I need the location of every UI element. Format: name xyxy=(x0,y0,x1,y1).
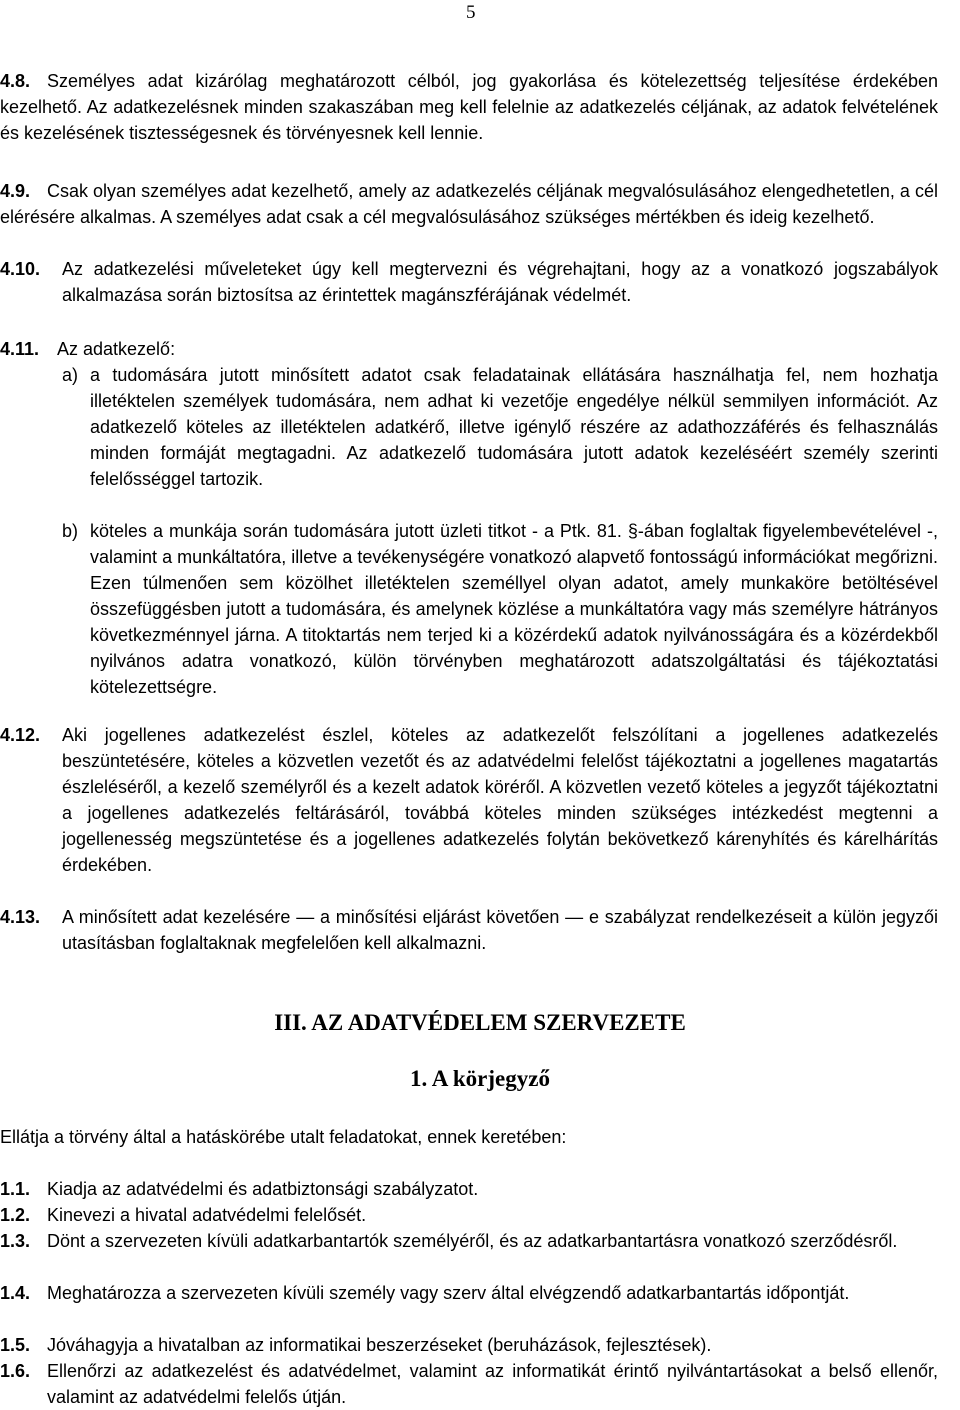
subitem-b xyxy=(62,518,938,700)
paragraph-text: Aki jogellenes adatkezelést észlel, köteles az adatkezelőt felszólítani a jogellenes adatkezelés beszüntetésére, köteles a közvetlen vezetőt és az adatvédelmi felelőst tájékoztatni a jogellenes magatartás észleléséről, a kezelő személyről és a kezelt adatok köréről. A közvetlen vezető köteles a jegyzőt tájékoztatni a jogellenes adatkezelés feltárásáról, továbbá köteles minden szükséges intézkedést megtenni a jogellenesség megszüntetése és a jogellenes adatkezelés folytán bekövetkező kárenyhítés és kárelhárítás érdekében. xyxy=(62,725,938,875)
subitem-label: b) xyxy=(62,521,79,541)
section-title: III. AZ ADATVÉDELEM SZERVEZETE xyxy=(274,1010,686,1035)
paragraph-text: Személyes adat kizárólag meghatározott célból, jog gyakorlása és kötelezettség teljesítése érdekében kezelhető. Az adatkezelésnek minden szakaszában meg kell felelnie az adatkezelés céljának, az adatok felvételének és kezelésének tisztességesnek és törvényesnek kell lennie. xyxy=(0,71,938,143)
subitem-text: köteles a munkája során tudomására jutott üzleti titkot - a Ptk. 81. §-ában foglaltak figyelembevételével -, valamint a munkáltatóra, illetve a tevékenységére vonatkozó alapvető fontosságú információkat megőrizni. Ezen túlmenően sem közölhet illetéktelen személlyel olyan adatot, amely munkaköre betöltésével összefüggésben jutott a tudomására, és amelynek közlése a munkáltatóra vagy más személyre hátrányos következménnyel járna. A titoktartás nem terjed ki a közérdekű adatok nyilvánosságára és a közérdekből nyilvános adatra vonatkozó, külön törvényben meghatározott adatszolgáltatási és tájékoztatási kötelezettségre. xyxy=(90,521,938,697)
subitem-label: a) xyxy=(62,365,79,385)
paragraph-number: 4.11. xyxy=(0,339,40,359)
list-item xyxy=(0,1202,938,1228)
list-item xyxy=(0,1228,938,1254)
list-text: Dönt a szervezeten kívüli adatkarbantartók személyéről, és az adatkarbantartásra vonatkozó szerződésről. xyxy=(47,1231,898,1251)
list-item xyxy=(0,1280,938,1306)
paragraph-number: 4.9. xyxy=(0,181,31,201)
paragraph-4-10 xyxy=(0,256,938,308)
page-number: 5 xyxy=(466,2,476,23)
list-text: Kiadja az adatvédelmi és adatbiztonsági szabályzatot. xyxy=(47,1179,479,1199)
paragraph-4-13 xyxy=(0,904,938,956)
list-item xyxy=(0,1358,938,1410)
list-text: Jóváhagyja a hivatalban az informatikai beszerzéseket (beruházások, fejlesztések). xyxy=(47,1335,712,1355)
paragraph-number: 4.10. xyxy=(0,259,41,279)
list-text: Kinevezi a hivatal adatvédelmi felelősét. xyxy=(47,1205,367,1225)
paragraph-text: Az adatkezelő: xyxy=(57,339,176,359)
paragraph-4-11 xyxy=(0,336,938,362)
list-number: 1.4. xyxy=(0,1283,31,1303)
list-number: 1.1. xyxy=(0,1179,31,1199)
list-text: Meghatározza a szervezeten kívüli személy vagy szerv által elvégzendő adatkarbantartás időpontját. xyxy=(47,1283,850,1303)
list-item xyxy=(0,1176,938,1202)
paragraph-text: A minősített adat kezelésére — a minősítési eljárást követően — e szabályzat rendelkezéseit a külön jegyzői utasításban foglaltaknak megfelelően kell alkalmazni. xyxy=(62,907,938,953)
paragraph-4-9 xyxy=(0,178,938,230)
paragraph-number: 4.8. xyxy=(0,71,31,91)
subitem-a xyxy=(62,362,938,492)
list-number: 1.5. xyxy=(0,1335,31,1355)
list-number: 1.3. xyxy=(0,1231,31,1251)
paragraph-4-12 xyxy=(0,722,938,878)
paragraph-number: 4.12. xyxy=(0,725,41,745)
subsection-title: 1. A körjegyző xyxy=(410,1066,550,1091)
paragraph-number: 4.13. xyxy=(0,907,41,927)
paragraph-text: Csak olyan személyes adat kezelhető, amely az adatkezelés céljának megvalósulásához elengedhetetlen, a cél elérésére alkalmas. A személyes adat csak a cél megvalósulásához szükséges mértékben és ideig kezelhető. xyxy=(0,181,938,227)
list-number: 1.6. xyxy=(0,1361,31,1381)
list-number: 1.2. xyxy=(0,1205,31,1225)
paragraph-text: Az adatkezelési műveleteket úgy kell megtervezni és végrehajtani, hogy az a vonatkozó jogszabályok alkalmazása során biztosítsa az érintettek magánszférájának védelmét. xyxy=(62,259,938,305)
paragraph-4-8 xyxy=(0,68,938,146)
intro-text: Ellátja a törvény által a hatáskörébe utalt feladatokat, ennek keretében: xyxy=(0,1127,567,1147)
subitem-text: a tudomására jutott minősített adatot csak feladatainak ellátására használhatja fel, nem hozhatja illetéktelen személyek tudomására, nem adhat ki vezetője engedélye nélkül semmilyen információt. Az adatkezelő köteles az illetéktelen adatkérő, illetve igénylő részére az adathozzáférés és felhasználás minden formáját megtagadni. Az adatkezelő tudomására jutott adatok kezeléséért személy szerinti felelősséggel tartozik. xyxy=(90,365,938,489)
list-item xyxy=(0,1332,938,1358)
list-text: Ellenőrzi az adatkezelést és adatvédelmet, valamint az informatikát érintő nyilvántartásokat a belső ellenőr, valamint az adatvédelmi felelős útján. xyxy=(47,1361,938,1407)
